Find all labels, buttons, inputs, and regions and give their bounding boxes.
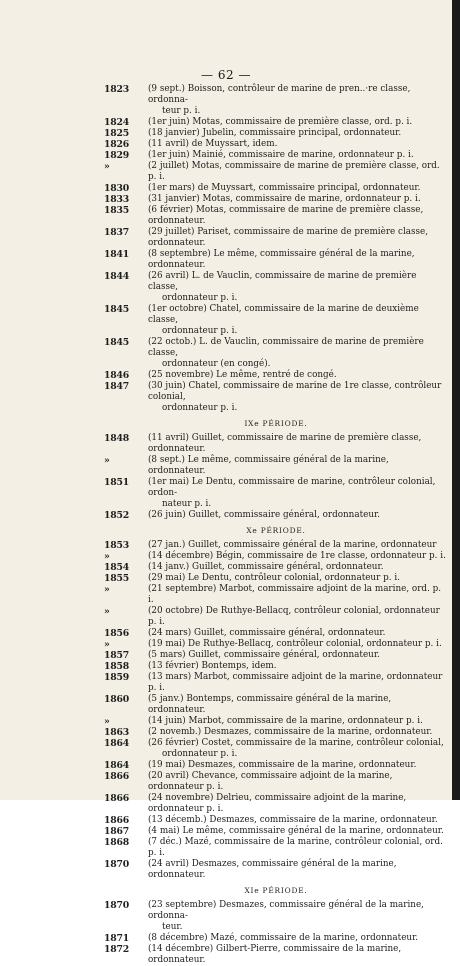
entry-text-wrap	[148, 727, 448, 738]
entry-text: (23 septembre) Desmazes, commissaire général de la marine, ordonna-	[148, 900, 424, 921]
entry-text-wrap	[148, 562, 448, 573]
entry-row	[104, 540, 448, 551]
entry-text-wrap	[148, 161, 448, 183]
entry-year: »	[104, 161, 110, 172]
entry-row	[104, 551, 448, 562]
entry-row	[104, 606, 448, 628]
entry-year: 1848	[104, 433, 130, 444]
entry-year: 1856	[104, 628, 130, 639]
entry-text: (1er octobre) Chatel, commissaire de la marine de deuxième classe,	[148, 304, 419, 325]
entry-text: (19 mai) Desmazes, commissaire de la marine, ordonnateur.	[148, 760, 417, 770]
entries-xi-period	[104, 900, 448, 966]
entry-year: 1837	[104, 227, 130, 238]
entry-year: »	[104, 551, 110, 562]
entry-row	[104, 337, 448, 370]
entry-text-wrap	[148, 540, 448, 551]
entry-year: 1870	[104, 900, 130, 911]
entry-text: (9 sept.) Boisson, contrôleur de marine de pren..·re classe, ordonna-	[148, 84, 411, 105]
entry-text: (2 novemb.) Desmazes, commissaire de la marine, ordonnateur.	[148, 727, 433, 737]
entry-text: (20 avril) Chevance, commissaire adjoint de la marine, ordonnateur p. i.	[148, 771, 393, 792]
entry-text: (8 sept.) Le même, commissaire général de la marine, ordonnateur.	[148, 455, 389, 476]
entry-year: 1846	[104, 370, 130, 381]
entry-year: 1830	[104, 183, 130, 194]
entry-text-wrap	[148, 900, 448, 933]
entry-text: (13 mars) Marbot, commissaire adjoint de la marine, ordonnateur p. i.	[148, 672, 443, 693]
entry-row	[104, 650, 448, 661]
page-number: — 62 —	[201, 68, 251, 82]
entry-text: (14 juin) Marbot, commissaire de la marine, ordonnateur p. i.	[148, 716, 423, 726]
entry-text-wrap	[148, 933, 448, 944]
entry-row	[104, 672, 448, 694]
entry-continuation: ordonnateur p. i.	[162, 749, 238, 759]
entry-text-wrap	[148, 944, 448, 966]
entry-text-wrap	[148, 433, 448, 455]
entries-ix-period	[104, 433, 448, 521]
entry-row	[104, 584, 448, 606]
entry-year: 1864	[104, 738, 130, 749]
entry-row	[104, 183, 448, 194]
entry-row	[104, 161, 448, 183]
entry-year: 1868	[104, 837, 130, 848]
entry-year: 1867	[104, 826, 130, 837]
entry-text-wrap	[148, 271, 448, 304]
entry-text: (14 janv.) Guillet, commissaire général, ordonnateur.	[148, 562, 384, 572]
entry-row	[104, 455, 448, 477]
entry-row	[104, 84, 448, 117]
entry-text-wrap	[148, 455, 448, 477]
entry-text: (29 juillet) Pariset, commissaire de marine de première classe, ordonnateur.	[148, 227, 429, 248]
entry-text-wrap	[148, 381, 448, 414]
entry-text: (26 juin) Guillet, commissaire général, ordonnateur.	[148, 510, 381, 520]
entry-text-wrap	[148, 584, 448, 606]
entry-year: 1866	[104, 793, 130, 804]
entry-text: (26 avril) L. de Vauclin, commissaire de marine de première classe,	[148, 271, 417, 292]
entry-year: 1853	[104, 540, 130, 551]
entry-row	[104, 477, 448, 510]
entry-year: 1854	[104, 562, 130, 573]
heading-xi-period: XIe PÉRIODE.	[244, 886, 308, 895]
chronology-list	[104, 84, 448, 966]
entry-row	[104, 150, 448, 161]
entry-year: »	[104, 639, 110, 650]
entry-text-wrap	[148, 573, 448, 584]
entry-row	[104, 933, 448, 944]
entry-text: (14 décembre) Gilbert-Pierre, commissaire de la marine, ordonnateur.	[148, 944, 402, 965]
heading-ix-period: IXe PÉRIODE.	[244, 419, 308, 428]
entry-text-wrap	[148, 771, 448, 793]
entry-row	[104, 694, 448, 716]
entry-text: (24 mars) Guillet, commissaire général, ordonnateur.	[148, 628, 386, 638]
entry-year: 1852	[104, 510, 130, 521]
entry-row	[104, 826, 448, 837]
entry-text: (11 avril) de Muyssart, idem.	[148, 139, 278, 149]
entry-year: 1864	[104, 760, 130, 771]
entry-row	[104, 727, 448, 738]
entry-year: 1825	[104, 128, 130, 139]
entry-row	[104, 628, 448, 639]
entry-text: (8 décembre) Mazé, commissaire de la marine, ordonnateur.	[148, 933, 419, 943]
entry-year: 1826	[104, 139, 130, 150]
entry-text: (11 avril) Guillet, commissaire de marine de première classe, ordonnateur.	[148, 433, 422, 454]
entry-text-wrap	[148, 128, 448, 139]
entry-continuation: teur p. i.	[162, 106, 201, 116]
entry-text: (19 mai) De Ruthye-Bellacq, contrôleur colonial, ordonnateur p. i.	[148, 639, 442, 649]
entry-text-wrap	[148, 639, 448, 650]
entry-row	[104, 573, 448, 584]
entry-year: 1863	[104, 727, 130, 738]
entry-text-wrap	[148, 183, 448, 194]
entry-text: (22 octob.) L. de Vauclin, commissaire de marine de première classe,	[148, 337, 424, 358]
entry-text: (1er juin) Mainié, commissaire de marine, ordonnateur p. i.	[148, 150, 414, 160]
entry-text-wrap	[148, 837, 448, 859]
entry-year: 1857	[104, 650, 130, 661]
entry-year: 1844	[104, 271, 130, 282]
entry-year: 1845	[104, 304, 130, 315]
entry-continuation: nateur p. i.	[162, 499, 212, 509]
entry-text-wrap	[148, 738, 448, 760]
entry-year: »	[104, 455, 110, 466]
entry-text: (5 mars) Guillet, commissaire général, ordonnateur.	[148, 650, 380, 660]
entry-row	[104, 227, 448, 249]
entry-row	[104, 944, 448, 966]
entry-text: (25 novembre) Le même, rentré de congé.	[148, 370, 337, 380]
entry-row	[104, 837, 448, 859]
entry-text: (13 février) Bontemps, idem.	[148, 661, 277, 671]
entry-text-wrap	[148, 249, 448, 271]
heading-x-period: Xe PÉRIODE.	[246, 526, 306, 535]
entry-year: 1866	[104, 771, 130, 782]
entry-text-wrap	[148, 194, 448, 205]
entry-text-wrap	[148, 227, 448, 249]
entry-year: 1858	[104, 661, 130, 672]
entry-year: 1823	[104, 84, 130, 95]
entry-row	[104, 510, 448, 521]
entry-row	[104, 370, 448, 381]
entry-text: (31 janvier) Motas, commissaire de marine, ordonnateur p. i.	[148, 194, 421, 204]
entry-text-wrap	[148, 477, 448, 510]
entry-year: 1870	[104, 859, 130, 870]
entry-text-wrap	[148, 139, 448, 150]
entry-row	[104, 117, 448, 128]
entry-text-wrap	[148, 628, 448, 639]
entry-continuation: ordonnateur (en congé).	[162, 359, 271, 369]
entry-text-wrap	[148, 337, 448, 370]
entry-year: 1860	[104, 694, 130, 705]
entry-year: 1855	[104, 573, 130, 584]
entry-year: 1845	[104, 337, 130, 348]
entry-text-wrap	[148, 84, 448, 117]
entry-text: (13 décemb.) Desmazes, commissaire de la marine, ordonnateur.	[148, 815, 438, 825]
entry-text: (4 mai) Le même, commissaire général de la marine, ordonnateur.	[148, 826, 444, 836]
entry-year: 1841	[104, 249, 130, 260]
entry-text: (21 septembre) Marbot, commissaire adjoint de la marine, ord. p. i.	[148, 584, 442, 605]
entry-year: 1872	[104, 944, 130, 955]
entry-text-wrap	[148, 370, 448, 381]
entry-text-wrap	[148, 760, 448, 771]
entry-row	[104, 249, 448, 271]
entries-x-period	[104, 540, 448, 881]
entry-year: »	[104, 716, 110, 727]
entry-text-wrap	[148, 815, 448, 826]
entry-continuation: ordonnateur p. i.	[162, 293, 238, 303]
entry-text-wrap	[148, 150, 448, 161]
entry-text-wrap	[148, 826, 448, 837]
entry-row	[104, 815, 448, 826]
entry-row	[104, 760, 448, 771]
entry-year: 1859	[104, 672, 130, 683]
entry-year: 1824	[104, 117, 130, 128]
entry-text-wrap	[148, 694, 448, 716]
entry-year: 1847	[104, 381, 130, 392]
entry-year: 1851	[104, 477, 130, 488]
entry-text: (20 octobre) De Ruthye-Bellacq, contrôleur colonial, ordonnateur p. i.	[148, 606, 440, 627]
entry-text: (14 décembre) Bégin, commissaire de 1re classe, ordonnateur p. i.	[148, 551, 446, 561]
entry-text-wrap	[148, 510, 448, 521]
entry-year: »	[104, 606, 110, 617]
entry-year: 1871	[104, 933, 130, 944]
entry-continuation: teur.	[162, 922, 183, 932]
entry-row	[104, 562, 448, 573]
entry-row	[104, 639, 448, 650]
entry-row	[104, 859, 448, 881]
entry-text: (24 avril) Desmazes, commissaire général de la marine, ordonnateur.	[148, 859, 397, 880]
entry-continuation: ordonnateur p. i.	[162, 326, 238, 336]
entry-row	[104, 433, 448, 455]
entry-row	[104, 771, 448, 793]
entry-text: (2 juillet) Motas, commissaire de marine de première classe, ord. p. i.	[148, 161, 440, 182]
entry-text-wrap	[148, 650, 448, 661]
entry-text: (24 novembre) Delrieu, commissaire adjoint de la marine, ordonnateur p. i.	[148, 793, 407, 814]
entry-row	[104, 661, 448, 672]
entry-year: 1866	[104, 815, 130, 826]
entry-text: (1er mai) Le Dentu, commissaire de marine, contrôleur colonial, ordon-	[148, 477, 436, 498]
entry-text: (1er mars) de Muyssart, commissaire principal, ordonnateur.	[148, 183, 421, 193]
entry-text: (7 déc.) Mazé, commissaire de la marine, contrôleur colonial, ord. p. i.	[148, 837, 443, 858]
entry-text: (27 jan.) Guillet, commissaire général de la marine, ordonnateur	[148, 540, 437, 550]
entry-row	[104, 738, 448, 760]
entry-text: (1er juin) Motas, commissaire de première classe, ord. p. i.	[148, 117, 413, 127]
entry-year: 1835	[104, 205, 130, 216]
entry-row	[104, 271, 448, 304]
entry-text-wrap	[148, 304, 448, 337]
entry-text-wrap	[148, 672, 448, 694]
entry-year: »	[104, 584, 110, 595]
entry-row	[104, 381, 448, 414]
entry-row	[104, 194, 448, 205]
entry-text: (29 mai) Le Dentu, contrôleur colonial, ordonnateur p. i.	[148, 573, 400, 583]
entries-viii-period	[104, 84, 448, 414]
entry-row	[104, 900, 448, 933]
entry-text-wrap	[148, 793, 448, 815]
entry-text-wrap	[148, 205, 448, 227]
entry-text-wrap	[148, 716, 448, 727]
entry-row	[104, 304, 448, 337]
entry-text-wrap	[148, 551, 448, 562]
entry-row	[104, 139, 448, 150]
entry-row	[104, 716, 448, 727]
entry-text-wrap	[148, 117, 448, 128]
entry-text: (26 février) Costet, commissaire de la marine, contrôleur colonial,	[148, 738, 444, 748]
scan-edge	[452, 0, 460, 800]
entry-year: 1829	[104, 150, 130, 161]
entry-text: (6 février) Motas, commissaire de marine de première classe, ordonnateur.	[148, 205, 424, 226]
entry-row	[104, 205, 448, 227]
entry-text-wrap	[148, 661, 448, 672]
entry-text-wrap	[148, 859, 448, 881]
entry-text: (5 janv.) Bontemps, commissaire général de la marine, ordonnateur.	[148, 694, 392, 715]
entry-row	[104, 793, 448, 815]
entry-text-wrap	[148, 606, 448, 628]
entry-row	[104, 128, 448, 139]
entry-text: (30 juin) Chatel, commissaire de marine de 1re classe, contrôleur colonial,	[148, 381, 442, 402]
entry-text: (8 septembre) Le même, commissaire général de la marine, ordonnateur.	[148, 249, 415, 270]
entry-text: (18 janvier) Jubelin, commissaire principal, ordonnateur.	[148, 128, 402, 138]
entry-year: 1833	[104, 194, 130, 205]
entry-continuation: ordonnateur p. i.	[162, 403, 238, 413]
